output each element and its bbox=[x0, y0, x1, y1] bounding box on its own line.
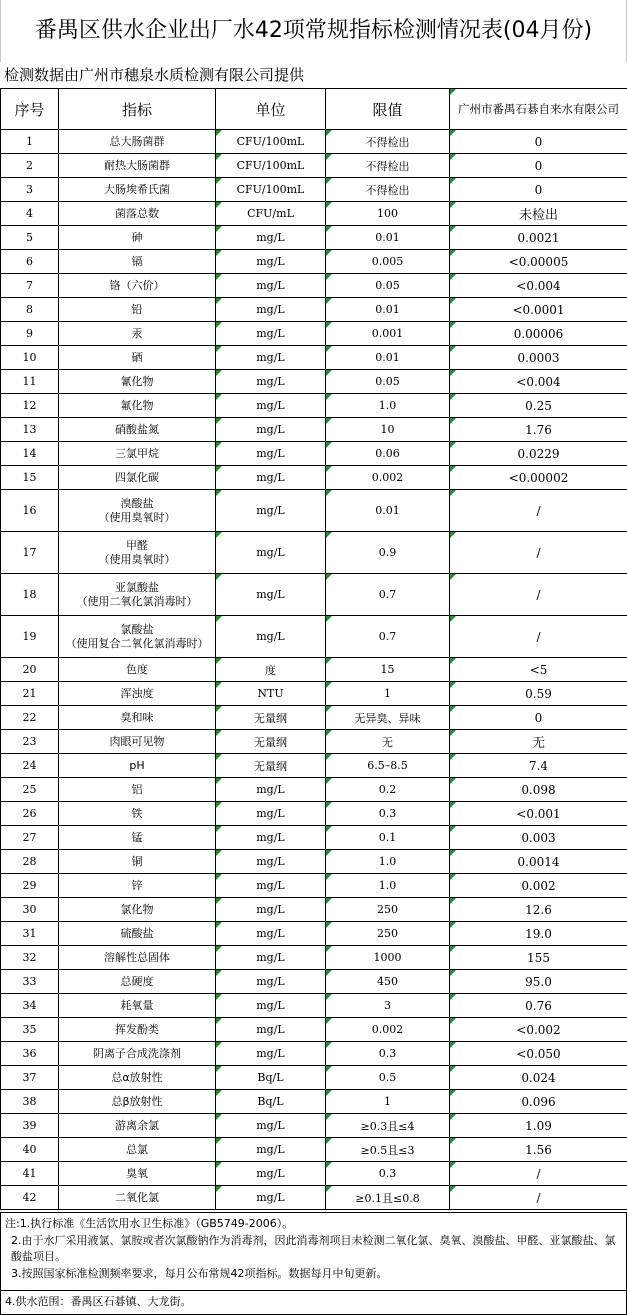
result-cell: 0 bbox=[450, 178, 627, 202]
unit-cell: mg/L bbox=[216, 226, 326, 250]
unit-cell: 度 bbox=[216, 658, 326, 682]
result-cell: 7.4 bbox=[450, 754, 627, 778]
table-row bbox=[1, 442, 627, 466]
unit-cell: mg/L bbox=[216, 346, 326, 370]
limit-cell: 不得检出 bbox=[326, 130, 450, 154]
unit-cell: mg/L bbox=[216, 490, 326, 532]
indicator-cell: 三氯甲烷 bbox=[59, 442, 216, 466]
limit-cell: 100 bbox=[326, 202, 450, 226]
unit-cell: mg/L bbox=[216, 1138, 326, 1162]
limit-cell: 0.002 bbox=[326, 466, 450, 490]
limit-cell: ≥0.3且≤4 bbox=[326, 1114, 450, 1138]
table-row bbox=[1, 466, 627, 490]
unit-cell: mg/L bbox=[216, 616, 326, 658]
indicator-cell: 色度 bbox=[59, 658, 216, 682]
unit-cell: mg/L bbox=[216, 850, 326, 874]
indicator-cell: 铜 bbox=[59, 850, 216, 874]
table-row bbox=[1, 778, 627, 802]
unit-cell: Bq/L bbox=[216, 1066, 326, 1090]
result-cell: 0.0003 bbox=[450, 346, 627, 370]
unit-cell: mg/L bbox=[216, 874, 326, 898]
indicator-condition: （使用臭氧时） bbox=[98, 552, 176, 566]
indicator-condition: （使用复合二氧化氯消毒时） bbox=[65, 636, 209, 650]
supply-scope: 4.供水范围：番禺区石碁镇、大龙街。 bbox=[0, 1291, 627, 1315]
limit-cell: 0.001 bbox=[326, 322, 450, 346]
result-cell: <0.00002 bbox=[450, 466, 627, 490]
index-cell: 15 bbox=[1, 466, 59, 490]
index-cell: 3 bbox=[1, 178, 59, 202]
result-cell: <5 bbox=[450, 658, 627, 682]
indicator-condition: （使用臭氧时） bbox=[98, 510, 176, 524]
result-cell: <0.004 bbox=[450, 370, 627, 394]
index-cell: 29 bbox=[1, 874, 59, 898]
result-cell: / bbox=[450, 532, 627, 574]
indicator-cell: 游离余氯 bbox=[59, 1114, 216, 1138]
unit-cell: mg/L bbox=[216, 250, 326, 274]
limit-cell: 0.7 bbox=[326, 616, 450, 658]
note-line: 2.由于水厂采用液氯、氯胺或者次氯酸钠作为消毒剂，因此消毒剂项目未检测二氧化氯、臭氧、溴酸盐、甲醛、亚氯酸盐、氯酸盐项目。 bbox=[11, 1233, 616, 1263]
unit-cell: mg/L bbox=[216, 574, 326, 616]
index-cell: 31 bbox=[1, 922, 59, 946]
table-row bbox=[1, 274, 627, 298]
limit-cell: 0.01 bbox=[326, 226, 450, 250]
index-cell: 10 bbox=[1, 346, 59, 370]
index-cell: 20 bbox=[1, 658, 59, 682]
unit-cell: CFU/100mL bbox=[216, 178, 326, 202]
table-row bbox=[1, 1018, 627, 1042]
indicator-cell bbox=[59, 532, 216, 574]
indicator-cell: 总氯 bbox=[59, 1138, 216, 1162]
limit-cell: ≥0.5且≤3 bbox=[326, 1138, 450, 1162]
note-line: 注:1.执行标准《生活饮用水卫生标准》（GB5749-2006）。 bbox=[5, 1217, 294, 1230]
unit-cell: mg/L bbox=[216, 946, 326, 970]
index-cell: 38 bbox=[1, 1090, 59, 1114]
table-row bbox=[1, 346, 627, 370]
table-row bbox=[1, 298, 627, 322]
index-cell: 35 bbox=[1, 1018, 59, 1042]
index-cell: 21 bbox=[1, 682, 59, 706]
unit-cell: NTU bbox=[216, 682, 326, 706]
limit-cell: 1 bbox=[326, 682, 450, 706]
table-row bbox=[1, 130, 627, 154]
table-row bbox=[1, 922, 627, 946]
result-cell: / bbox=[450, 1186, 627, 1210]
index-cell: 26 bbox=[1, 802, 59, 826]
indicator-cell: 砷 bbox=[59, 226, 216, 250]
indicator-cell: 氯化物 bbox=[59, 898, 216, 922]
result-cell: 0 bbox=[450, 130, 627, 154]
result-cell: 0.096 bbox=[450, 1090, 627, 1114]
indicator-cell: 硫酸盐 bbox=[59, 922, 216, 946]
limit-cell: 0.05 bbox=[326, 274, 450, 298]
table-row bbox=[1, 226, 627, 250]
indicator-cell: 总硬度 bbox=[59, 970, 216, 994]
header-limit: 限值 bbox=[326, 89, 450, 130]
table-row bbox=[1, 1186, 627, 1210]
result-cell: 1.56 bbox=[450, 1138, 627, 1162]
result-cell: <0.004 bbox=[450, 274, 627, 298]
indicator-cell: 臭氧 bbox=[59, 1162, 216, 1186]
limit-cell: ≥0.1且≤0.8 bbox=[326, 1186, 450, 1210]
result-cell: / bbox=[450, 490, 627, 532]
index-cell: 16 bbox=[1, 490, 59, 532]
index-cell: 19 bbox=[1, 616, 59, 658]
unit-cell: mg/L bbox=[216, 1162, 326, 1186]
limit-cell: 0.3 bbox=[326, 1162, 450, 1186]
indicator-cell: pH bbox=[59, 754, 216, 778]
result-cell: 0.098 bbox=[450, 778, 627, 802]
limit-cell: 1.0 bbox=[326, 874, 450, 898]
indicator-cell: 二氧化氯 bbox=[59, 1186, 216, 1210]
limit-cell: 0.05 bbox=[326, 370, 450, 394]
result-cell: 0 bbox=[450, 706, 627, 730]
index-cell: 7 bbox=[1, 274, 59, 298]
unit-cell: mg/L bbox=[216, 1018, 326, 1042]
index-cell: 30 bbox=[1, 898, 59, 922]
index-cell: 36 bbox=[1, 1042, 59, 1066]
index-cell: 6 bbox=[1, 250, 59, 274]
unit-cell: mg/L bbox=[216, 370, 326, 394]
result-cell: <0.002 bbox=[450, 1018, 627, 1042]
limit-cell: 不得检出 bbox=[326, 154, 450, 178]
table-row bbox=[1, 946, 627, 970]
table-row bbox=[1, 970, 627, 994]
index-cell: 28 bbox=[1, 850, 59, 874]
result-cell: 0.002 bbox=[450, 874, 627, 898]
index-cell: 1 bbox=[1, 130, 59, 154]
result-cell: 95.0 bbox=[450, 970, 627, 994]
result-cell: 未检出 bbox=[450, 202, 627, 226]
limit-cell: 250 bbox=[326, 898, 450, 922]
indicator-name: 氯酸盐 bbox=[120, 622, 154, 636]
table-row bbox=[1, 322, 627, 346]
result-cell: 0.003 bbox=[450, 826, 627, 850]
unit-cell: mg/L bbox=[216, 394, 326, 418]
indicator-cell: 总大肠菌群 bbox=[59, 130, 216, 154]
unit-cell: mg/L bbox=[216, 442, 326, 466]
water-quality-table bbox=[0, 88, 627, 1210]
unit-cell: mg/L bbox=[216, 922, 326, 946]
table-row bbox=[1, 574, 627, 616]
result-cell: 12.6 bbox=[450, 898, 627, 922]
indicator-cell: 锌 bbox=[59, 874, 216, 898]
limit-cell: 0.9 bbox=[326, 532, 450, 574]
result-cell: / bbox=[450, 574, 627, 616]
limit-cell: 3 bbox=[326, 994, 450, 1018]
unit-cell: mg/L bbox=[216, 298, 326, 322]
table-row bbox=[1, 532, 627, 574]
result-cell: 155 bbox=[450, 946, 627, 970]
limit-cell: 0.002 bbox=[326, 1018, 450, 1042]
indicator-cell: 臭和味 bbox=[59, 706, 216, 730]
table-row bbox=[1, 394, 627, 418]
indicator-name: 亚氯酸盐 bbox=[115, 580, 159, 594]
index-cell: 14 bbox=[1, 442, 59, 466]
index-cell: 33 bbox=[1, 970, 59, 994]
header-unit: 单位 bbox=[216, 89, 326, 130]
notes-block bbox=[0, 1212, 627, 1291]
indicator-cell: 阴离子合成洗涤剂 bbox=[59, 1042, 216, 1066]
unit-cell: mg/L bbox=[216, 532, 326, 574]
table-header-row bbox=[1, 89, 627, 130]
unit-cell: 无量纲 bbox=[216, 754, 326, 778]
result-cell: 1.76 bbox=[450, 418, 627, 442]
limit-cell: 不得检出 bbox=[326, 178, 450, 202]
indicator-cell: 四氯化碳 bbox=[59, 466, 216, 490]
index-cell: 42 bbox=[1, 1186, 59, 1210]
table-row bbox=[1, 418, 627, 442]
result-cell: 0.0021 bbox=[450, 226, 627, 250]
limit-cell: 0.5 bbox=[326, 1066, 450, 1090]
indicator-condition: （使用二氧化氯消毒时） bbox=[76, 594, 198, 608]
limit-cell: 6.5–8.5 bbox=[326, 754, 450, 778]
index-cell: 24 bbox=[1, 754, 59, 778]
result-cell: 0.76 bbox=[450, 994, 627, 1018]
index-cell: 8 bbox=[1, 298, 59, 322]
index-cell: 22 bbox=[1, 706, 59, 730]
result-cell: 0.59 bbox=[450, 682, 627, 706]
unit-cell: mg/L bbox=[216, 1114, 326, 1138]
table-row bbox=[1, 1114, 627, 1138]
unit-cell: mg/L bbox=[216, 994, 326, 1018]
indicator-cell bbox=[59, 616, 216, 658]
data-provider-note: 检测数据由广州市穗泉水质检测有限公司提供 bbox=[4, 66, 305, 84]
unit-cell: mg/L bbox=[216, 322, 326, 346]
limit-cell: 0.3 bbox=[326, 802, 450, 826]
result-cell: / bbox=[450, 616, 627, 658]
table-row bbox=[1, 754, 627, 778]
limit-cell: 0.1 bbox=[326, 826, 450, 850]
header-index: 序号 bbox=[1, 89, 59, 130]
limit-cell: 0.3 bbox=[326, 1042, 450, 1066]
index-cell: 12 bbox=[1, 394, 59, 418]
limit-cell: 10 bbox=[326, 418, 450, 442]
limit-cell: 0.01 bbox=[326, 490, 450, 532]
result-cell: <0.0001 bbox=[450, 298, 627, 322]
table-row bbox=[1, 1042, 627, 1066]
index-cell: 32 bbox=[1, 946, 59, 970]
unit-cell: mg/L bbox=[216, 1042, 326, 1066]
unit-cell: mg/L bbox=[216, 970, 326, 994]
result-cell: <0.050 bbox=[450, 1042, 627, 1066]
unit-cell: CFU/100mL bbox=[216, 154, 326, 178]
limit-cell: 1.0 bbox=[326, 850, 450, 874]
table-row bbox=[1, 682, 627, 706]
unit-cell: mg/L bbox=[216, 274, 326, 298]
indicator-cell: 硝酸盐氮 bbox=[59, 418, 216, 442]
indicator-cell: 铝 bbox=[59, 778, 216, 802]
index-cell: 23 bbox=[1, 730, 59, 754]
index-cell: 4 bbox=[1, 202, 59, 226]
table-row bbox=[1, 178, 627, 202]
limit-cell: 1 bbox=[326, 1090, 450, 1114]
limit-cell: 250 bbox=[326, 922, 450, 946]
result-cell: / bbox=[450, 1162, 627, 1186]
indicator-cell: 氰化物 bbox=[59, 370, 216, 394]
table-row bbox=[1, 370, 627, 394]
index-cell: 41 bbox=[1, 1162, 59, 1186]
limit-cell: 无 bbox=[326, 730, 450, 754]
table-row bbox=[1, 1090, 627, 1114]
result-cell: 19.0 bbox=[450, 922, 627, 946]
result-cell: 0.0229 bbox=[450, 442, 627, 466]
table-row bbox=[1, 850, 627, 874]
limit-cell: 0.06 bbox=[326, 442, 450, 466]
unit-cell: mg/L bbox=[216, 826, 326, 850]
limit-cell: 1.0 bbox=[326, 394, 450, 418]
index-cell: 18 bbox=[1, 574, 59, 616]
unit-cell: Bq/L bbox=[216, 1090, 326, 1114]
indicator-cell: 大肠埃希氏菌 bbox=[59, 178, 216, 202]
unit-cell: mg/L bbox=[216, 802, 326, 826]
indicator-cell: 耐热大肠菌群 bbox=[59, 154, 216, 178]
table-row bbox=[1, 250, 627, 274]
indicator-cell bbox=[59, 490, 216, 532]
indicator-cell: 总β放射性 bbox=[59, 1090, 216, 1114]
indicator-cell: 挥发酚类 bbox=[59, 1018, 216, 1042]
index-cell: 13 bbox=[1, 418, 59, 442]
unit-cell: mg/L bbox=[216, 898, 326, 922]
limit-cell: 0.7 bbox=[326, 574, 450, 616]
table-row bbox=[1, 658, 627, 682]
result-cell: 0.00006 bbox=[450, 322, 627, 346]
indicator-cell: 锰 bbox=[59, 826, 216, 850]
page-title: 番禺区供水企业出厂水42项常规指标检测情况表(04月份) bbox=[0, 0, 627, 62]
indicator-cell: 肉眼可见物 bbox=[59, 730, 216, 754]
indicator-cell: 铅 bbox=[59, 298, 216, 322]
result-cell: 0.25 bbox=[450, 394, 627, 418]
note-line: 3.按照国家标准检测频率要求，每月公布常规42项指标。数据每月中旬更新。 bbox=[11, 1266, 388, 1280]
indicator-cell: 溶解性总固体 bbox=[59, 946, 216, 970]
result-cell: <0.001 bbox=[450, 802, 627, 826]
indicator-cell: 氟化物 bbox=[59, 394, 216, 418]
indicator-name: 溴酸盐 bbox=[120, 496, 154, 510]
unit-cell: mg/L bbox=[216, 778, 326, 802]
limit-cell: 0.2 bbox=[326, 778, 450, 802]
unit-cell: CFU/mL bbox=[216, 202, 326, 226]
index-cell: 37 bbox=[1, 1066, 59, 1090]
result-cell: 0.024 bbox=[450, 1066, 627, 1090]
indicator-cell: 总α放射性 bbox=[59, 1066, 216, 1090]
unit-cell: mg/L bbox=[216, 466, 326, 490]
limit-cell: 无异臭、异味 bbox=[326, 706, 450, 730]
limit-cell: 1000 bbox=[326, 946, 450, 970]
indicator-cell: 耗氧量 bbox=[59, 994, 216, 1018]
table-row bbox=[1, 730, 627, 754]
result-cell: 无 bbox=[450, 730, 627, 754]
result-cell: <0.00005 bbox=[450, 250, 627, 274]
index-cell: 27 bbox=[1, 826, 59, 850]
header-company: 广州市番禺石碁自来水有限公司 bbox=[450, 89, 627, 130]
limit-cell: 0.005 bbox=[326, 250, 450, 274]
unit-cell: 无量纲 bbox=[216, 706, 326, 730]
limit-cell: 15 bbox=[326, 658, 450, 682]
table-row bbox=[1, 616, 627, 658]
index-cell: 39 bbox=[1, 1114, 59, 1138]
table-row bbox=[1, 154, 627, 178]
indicator-cell: 硒 bbox=[59, 346, 216, 370]
table-row bbox=[1, 706, 627, 730]
index-cell: 9 bbox=[1, 322, 59, 346]
limit-cell: 0.01 bbox=[326, 298, 450, 322]
table-row bbox=[1, 874, 627, 898]
indicator-cell: 菌落总数 bbox=[59, 202, 216, 226]
index-cell: 34 bbox=[1, 994, 59, 1018]
indicator-cell: 铁 bbox=[59, 802, 216, 826]
limit-cell: 450 bbox=[326, 970, 450, 994]
indicator-cell: 铬（六价） bbox=[59, 274, 216, 298]
index-cell: 5 bbox=[1, 226, 59, 250]
table-row bbox=[1, 826, 627, 850]
indicator-cell bbox=[59, 574, 216, 616]
result-cell: 0 bbox=[450, 154, 627, 178]
unit-cell: CFU/100mL bbox=[216, 130, 326, 154]
table-row bbox=[1, 898, 627, 922]
table-row bbox=[1, 490, 627, 532]
indicator-cell: 镉 bbox=[59, 250, 216, 274]
unit-cell: mg/L bbox=[216, 418, 326, 442]
table-row bbox=[1, 1066, 627, 1090]
header-indicator: 指标 bbox=[59, 89, 216, 130]
indicator-cell: 浑浊度 bbox=[59, 682, 216, 706]
index-cell: 2 bbox=[1, 154, 59, 178]
table-row bbox=[1, 802, 627, 826]
unit-cell: 无量纲 bbox=[216, 730, 326, 754]
table-row bbox=[1, 994, 627, 1018]
table-row bbox=[1, 1162, 627, 1186]
indicator-name: 甲醛 bbox=[126, 538, 148, 552]
limit-cell: 0.01 bbox=[326, 346, 450, 370]
result-cell: 1.09 bbox=[450, 1114, 627, 1138]
index-cell: 40 bbox=[1, 1138, 59, 1162]
index-cell: 25 bbox=[1, 778, 59, 802]
index-cell: 17 bbox=[1, 532, 59, 574]
result-cell: 0.0014 bbox=[450, 850, 627, 874]
table-row bbox=[1, 202, 627, 226]
table-row bbox=[1, 1138, 627, 1162]
indicator-cell: 汞 bbox=[59, 322, 216, 346]
index-cell: 11 bbox=[1, 370, 59, 394]
unit-cell: mg/L bbox=[216, 1186, 326, 1210]
